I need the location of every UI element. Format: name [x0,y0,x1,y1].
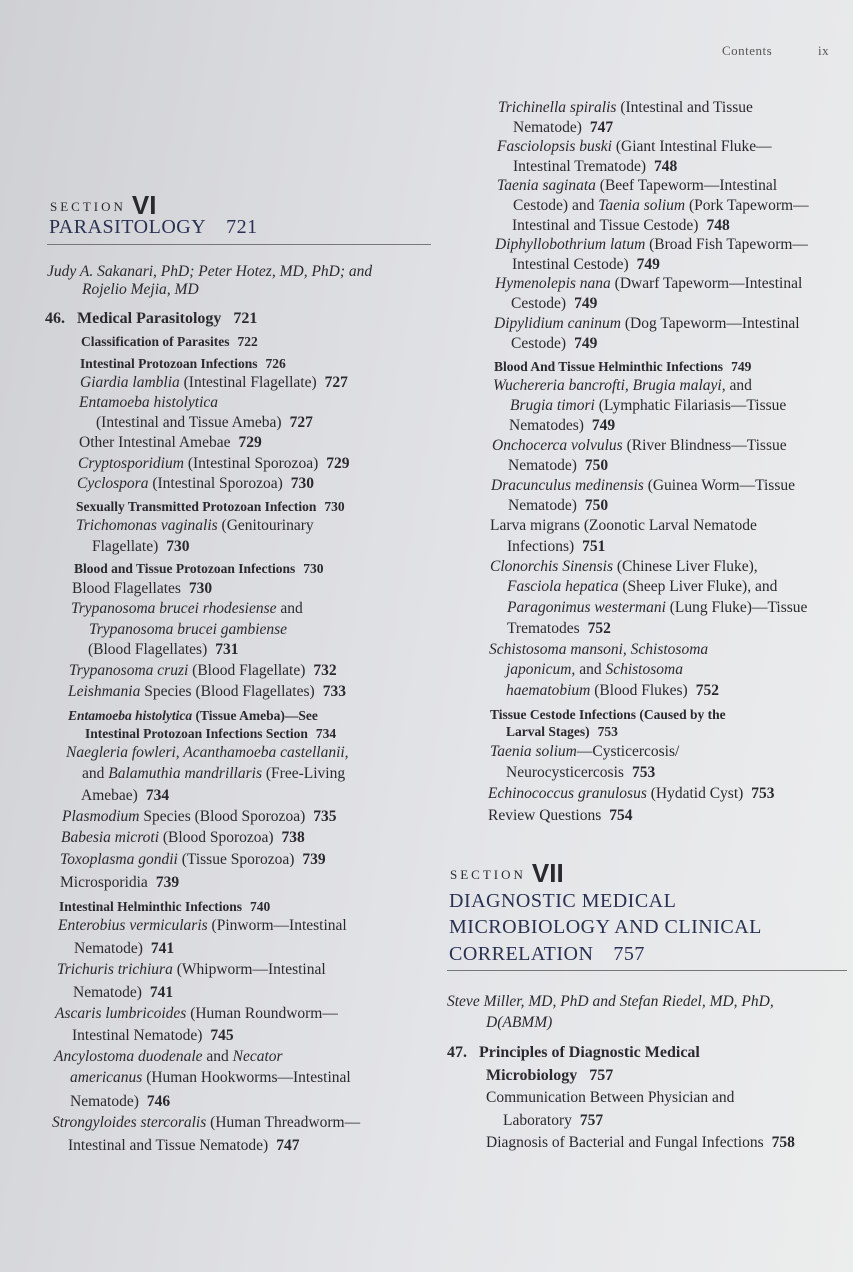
toc-entry[interactable] [507,619,611,639]
toc-entry[interactable] [486,1133,795,1153]
toc-entry-text: (Pinworm—Intestinal [207,917,347,934]
toc-entry-text: Cyclospora [77,475,149,492]
toc-page-number: 730 [303,561,324,576]
toc-entry-text: Species (Blood Flagellates) [140,683,315,700]
toc-entry-text: japonicum, [506,661,576,678]
toc-page-number: 752 [695,682,719,699]
toc-entry[interactable] [490,516,757,536]
toc-entry[interactable] [513,118,613,138]
toc-entry-text: Brugia timori [510,397,595,414]
toc-entry-text: Diagnosis of Bacterial and Fungal Infections [486,1134,764,1151]
toc-page-number: 750 [584,497,609,514]
toc-entry-text: Intestinal Trematode) [513,158,647,175]
toc-entry-text: Entamoeba histolytica [79,394,219,411]
toc-entry[interactable] [74,559,324,579]
toc-entry[interactable] [85,724,336,744]
toc-entry[interactable] [57,960,326,980]
section-7-title-line1: DIAGNOSTIC MEDICAL [449,890,677,912]
toc-entry[interactable] [68,706,318,726]
toc-entry-text: Larva migrans (Zoonotic Larval Nematode [490,517,757,534]
toc-entry[interactable] [60,850,326,870]
toc-entry-text: (Blood Flagellate) [188,662,306,679]
section-7-authors-line2: D(ABMM) [486,1014,553,1031]
toc-entry[interactable] [52,1113,360,1133]
toc-entry[interactable] [488,806,632,826]
toc-entry-text: (Intestinal and Tissue Ameba) [96,414,282,431]
toc-entry-text: (Human Roundworm— [186,1005,338,1022]
toc-entry[interactable] [70,1092,170,1112]
toc-entry[interactable] [506,722,618,742]
section-6-rule [47,244,431,245]
toc-page-number: 722 [237,334,258,349]
toc-page-number: 734 [145,787,170,804]
toc-entry[interactable] [493,376,752,396]
toc-entry[interactable] [506,660,683,680]
chapter-title: Principles of Diagnostic Medical [479,1044,700,1061]
toc-entry[interactable] [89,620,287,640]
toc-entry-text: Nematode) [508,457,577,474]
toc-entry-text: Cryptosporidium [78,455,184,472]
toc-page-number: 757 [579,1112,604,1129]
toc-entry-text: Blood And Tissue Helminthic Infections [494,359,724,374]
toc-entry-text: (Intestinal Sporozoa) [183,455,319,472]
toc-page-number: 749 [574,295,598,312]
toc-entry-text: (Whipworm—Intestinal [172,961,326,978]
toc-entry[interactable] [96,413,313,433]
toc-entry-text: (Intestinal Flagellate) [179,374,317,391]
toc-page-number: 726 [265,356,286,371]
toc-entry-text: Schistosoma mansoni, Schistosoma [489,641,709,658]
toc-entry[interactable] [82,764,345,784]
toc-entry-text: Intestinal Protozoan Infections Section [85,726,308,741]
toc-entry[interactable] [77,474,314,494]
toc-entry-text: Intestinal and Tissue Cestode) [512,217,699,234]
toc-entry[interactable] [76,497,345,517]
toc-entry-text: Other Intestinal Amebae [79,434,231,451]
section-7-title-line3 [449,943,645,966]
toc-entry[interactable] [507,598,807,618]
section-7-title-line2: MICROBIOLOGY AND CLINICAL [449,916,762,938]
toc-entry-text: Schistosoma [605,661,683,678]
toc-entry-text: Intestinal Protozoan Infections [80,356,258,371]
toc-page-number: 753 [751,785,775,802]
toc-page-number: 730 [166,538,190,555]
toc-page-number: 749 [591,417,616,434]
header-page-number: ix [817,43,830,58]
toc-entry-text: (Sheep Liver Fluke), and [618,578,778,595]
toc-entry-text: (Dog Tapeworm—Intestinal [621,315,800,332]
toc-entry-text: (Beef Tapeworm—Intestinal [595,177,778,194]
toc-entry[interactable] [494,314,800,334]
toc-entry[interactable] [508,456,608,476]
toc-entry[interactable] [490,742,679,762]
toc-entry[interactable] [69,661,337,681]
toc-entry-text: americanus [70,1069,143,1086]
toc-entry[interactable] [61,828,305,848]
chapter-title-cont: Microbiology [486,1067,578,1084]
toc-entry-text: Microsporidia [60,874,148,891]
toc-entry[interactable] [495,274,802,294]
toc-entry[interactable] [486,1088,734,1108]
chapter-47-heading[interactable] [447,1042,700,1064]
toc-entry-text: Balamuthia mandrillaris [108,765,262,782]
toc-entry-text: (Human Hookworms—Intestinal [142,1069,351,1086]
toc-entry-text: Trypanosoma brucei gambiense [89,621,288,638]
toc-entry-text: Naegleria fowleri, Acanthamoeba castellanii, [66,744,349,761]
toc-entry-text: Neurocysticercosis [506,764,624,781]
toc-entry-text: Clonorchis Sinensis [490,558,614,575]
section-6-authors-line1: Judy A. Sakanari, PhD; Peter Hotez, MD, PhD; and [47,263,373,280]
toc-entry-text: Intestinal Helminthic Infections [59,899,243,914]
toc-page-number: 753 [597,724,618,739]
section-6-title [49,216,258,239]
toc-entry[interactable] [512,216,730,236]
chapter-46-heading[interactable] [45,308,257,330]
toc-page-number: 739 [302,851,326,868]
toc-page-number: 730 [324,499,345,514]
section-number: VII [531,858,564,888]
toc-entry-text: Fasciolopsis buski [497,138,612,155]
toc-entry-text: Classification of Parasites [81,334,230,349]
toc-entry-text: Taenia saginata [497,177,596,194]
toc-entry[interactable] [66,743,349,763]
toc-entry-text: Cestode) and [513,197,599,214]
toc-entry-text: Sexually Transmitted Protozoan Infection [76,499,317,514]
toc-entry-text: (Giant Intestinal Fluke— [611,138,772,155]
section-label: SECTION [50,199,126,214]
toc-entry-text: (Blood Flagellates) [88,641,208,658]
toc-entry-text: Blood Flagellates [72,580,181,597]
toc-entry[interactable] [507,577,777,597]
toc-entry-text: Taenia solium [598,197,686,214]
toc-entry[interactable] [490,557,758,577]
toc-page-number: 748 [706,217,730,234]
toc-page-number: 735 [313,808,337,825]
toc-entry-text: (Free-Living [262,765,346,782]
toc-page-number: 730 [290,475,315,492]
toc-entry[interactable] [507,537,605,557]
toc-entry-text: Fasciola hepatica [507,578,619,595]
toc-entry-text: (Broad Fish Tapeworm— [645,236,808,253]
toc-entry-text: (Chinese Liver Fluke), [613,558,758,575]
toc-page-number: 753 [631,764,656,781]
toc-entry-text: (Pork Tapeworm— [685,197,809,214]
toc-entry[interactable] [62,807,336,827]
toc-entry-text: Nematode) [74,940,143,957]
chapter-page: 757 [589,1067,614,1084]
chapter-page: 721 [233,310,258,327]
toc-entry-text: —Cysticercosis/ [576,743,680,760]
chapter-title: Medical Parasitology [77,310,222,327]
toc-page-number: 733 [322,683,346,700]
section-number: VI [131,190,157,220]
section-page: 721 [226,216,258,238]
toc-entry[interactable] [60,873,179,893]
toc-entry[interactable] [511,294,597,314]
toc-entry-text: Taenia solium [490,743,577,760]
toc-page-number: 746 [146,1093,171,1110]
toc-entry-text: Paragonimus westermani [507,599,666,616]
toc-entry[interactable] [497,176,777,196]
toc-entry-text: Larval Stages) [506,724,590,739]
toc-entry-text: and [725,377,752,394]
toc-entry-text: (Tissue Ameba)—See [192,708,318,723]
toc-entry[interactable] [73,983,173,1003]
toc-entry[interactable] [81,332,258,352]
toc-entry[interactable] [79,393,218,413]
toc-entry[interactable] [503,1111,603,1131]
toc-entry[interactable] [55,1004,338,1024]
toc-entry-text: Nematode) [73,984,142,1001]
toc-entry-text: Intestinal Nematode) [72,1027,203,1044]
toc-page-number: 749 [574,335,598,352]
toc-entry-text: Trematodes [507,620,580,637]
toc-entry-text: Entamoeba histolytica [68,708,193,723]
toc-page-number: 747 [589,119,614,136]
toc-entry[interactable] [68,1136,299,1156]
toc-entry[interactable] [72,1026,234,1046]
toc-entry-text: Cestode) [511,335,567,352]
toc-entry-text: (Tissue Sporozoa) [177,851,295,868]
toc-entry[interactable] [80,354,286,374]
toc-entry-text: (Intestinal Sporozoa) [148,475,283,492]
toc-page-number: 740 [250,899,271,914]
toc-entry-text: Ancylostoma duodenale [54,1048,203,1065]
toc-entry-text: (Intestinal and Tissue [616,99,753,116]
toc-entry-text: Trichomonas vaginalis [76,517,218,534]
toc-entry[interactable] [513,196,809,216]
toc-entry-text: Species (Blood Sporozoa) [139,808,306,825]
chapter-number: 46. [45,310,65,327]
toc-entry-text: and [202,1048,233,1065]
toc-entry-text: Blood and Tissue Protozoan Infections [74,561,296,576]
section-title-text: PARASITOLOGY [49,216,207,238]
toc-entry-text: Nematode) [70,1093,139,1110]
toc-entry-text: Dracunculus medinensis [491,477,644,494]
toc-entry-text: Tissue Cestode Infections (Caused by the [490,707,726,722]
toc-entry-text: (River Blindness—Tissue [622,437,787,454]
toc-page-number: 727 [324,374,348,391]
toc-entry-text: Strongyloides stercoralis [52,1114,207,1131]
toc-entry[interactable] [495,235,808,255]
toc-entry-text: Trypanosoma brucei rhodesiense [71,600,277,617]
toc-entry-text: Dipylidium caninum [494,315,621,332]
toc-page-number: 729 [326,455,350,472]
toc-page-number: 751 [582,538,606,555]
toc-entry-text: and [575,661,606,678]
toc-entry-text: Ascaris lumbricoides [55,1005,187,1022]
toc-entry[interactable] [492,436,787,456]
toc-entry[interactable] [488,784,775,804]
section-7-authors-line1: Steve Miller, MD, PhD and Stefan Riedel, MD, PhD, [447,993,774,1010]
toc-entry-text: Communication Between Physician and [486,1089,735,1106]
toc-entry[interactable] [74,939,174,959]
toc-page-number: 734 [315,726,337,741]
toc-entry[interactable] [506,681,719,701]
toc-page-number: 739 [155,874,180,891]
toc-page-number: 730 [188,580,213,597]
toc-entry[interactable] [506,763,655,783]
toc-entry[interactable] [80,373,348,393]
toc-entry[interactable] [54,1047,283,1067]
toc-entry[interactable] [511,334,597,354]
running-header [722,43,829,59]
toc-entry-text: Onchocerca volvulus [492,437,623,454]
toc-page-number: 748 [654,158,678,175]
chapter-number: 47. [447,1044,467,1061]
toc-entry-text: Amebae) [81,787,138,804]
toc-entry[interactable] [92,537,190,557]
toc-entry[interactable] [489,640,708,660]
toc-page-number: 732 [313,662,337,679]
toc-entry[interactable] [509,416,615,436]
toc-entry[interactable] [59,897,270,917]
toc-entry[interactable] [71,599,303,619]
toc-entry[interactable] [498,98,753,118]
toc-page-number: 731 [215,641,239,658]
toc-entry-text: Enterobius vermicularis [58,917,208,934]
toc-entry-text: Infections) [507,538,575,555]
toc-entry[interactable] [497,137,772,157]
toc-page-number: 750 [584,457,609,474]
toc-entry-text: Flagellate) [92,538,159,555]
toc-entry[interactable] [512,255,660,275]
toc-entry[interactable] [508,496,608,516]
section-7-heading [450,858,564,889]
toc-entry-text: Plasmodium [62,808,140,825]
toc-entry-text: Nematodes) [509,417,584,434]
toc-page-number: 738 [281,829,305,846]
toc-entry-text: Trichinella spiralis [498,99,617,116]
toc-entry[interactable] [78,454,349,474]
section-page: 757 [613,943,645,965]
toc-entry-text: Leishmania [68,683,141,700]
toc-entry[interactable] [76,516,314,536]
toc-entry-text: Babesia microti [61,829,160,846]
toc-entry[interactable] [72,579,212,599]
toc-page-number: 741 [149,984,174,1001]
section-7-rule [447,970,847,971]
toc-page-number: 741 [150,940,175,957]
toc-page-number: 745 [210,1027,234,1044]
toc-entry-text: Hymenolepis nana [495,275,611,292]
section-label: SECTION [450,867,526,882]
toc-entry-text: Giardia lamblia [80,374,180,391]
toc-entry[interactable] [81,786,169,806]
section-6-authors-line2: Rojelio Mejia, MD [82,281,199,298]
toc-entry-text: (Blood Flukes) [590,682,688,699]
toc-page-number: 727 [289,414,313,431]
toc-entry-text: (Hydatid Cyst) [646,785,744,802]
toc-entry-text: Intestinal Cestode) [512,256,629,273]
toc-entry-text: and [82,765,109,782]
toc-entry-text: and [276,600,303,617]
toc-entry-text: Intestinal and Tissue Nematode) [68,1137,269,1154]
toc-entry[interactable] [68,682,346,702]
toc-entry-text: Review Questions [488,807,602,824]
toc-entry-text: Diphyllobothrium latum [495,236,646,253]
chapter-47-heading-line2 [486,1065,613,1087]
toc-page-number: 747 [276,1137,300,1154]
toc-entry-text: Necator [232,1048,283,1065]
toc-page-number: 752 [587,620,611,637]
toc-entry-text: Cestode) [511,295,567,312]
toc-entry-text: (Genitourinary [217,517,314,534]
toc-entry-text: Laboratory [503,1112,572,1129]
toc-entry-text: (Guinea Worm—Tissue [643,477,795,494]
header-section: Contents [722,43,773,58]
toc-entry-text: (Dwarf Tapeworm—Intestinal [610,275,803,292]
toc-entry[interactable] [58,916,347,936]
toc-entry-text: Echinococcus granulosus [488,785,647,802]
toc-page-number: 758 [771,1134,795,1151]
toc-entry-text: Trypanosoma cruzi [69,662,189,679]
toc-page-number: 754 [609,807,633,824]
toc-page-number: 749 [636,256,660,273]
toc-entry-text: haematobium [506,682,591,699]
toc-entry[interactable] [510,396,786,416]
toc-entry-text: (Human Threadworm— [206,1114,361,1131]
toc-entry-text: (Lymphatic Filariasis—Tissue [594,397,787,414]
toc-page-number: 729 [238,434,262,451]
toc-entry[interactable] [70,1068,351,1088]
toc-entry-text: (Blood Sporozoa) [159,829,274,846]
toc-entry-text: Wuchereria bancrofti, Brugia malayi, [493,377,726,394]
section-title-text: CORRELATION [449,943,594,965]
toc-entry[interactable] [491,476,795,496]
toc-entry[interactable] [513,157,677,177]
toc-entry-text: Nematode) [513,119,582,136]
toc-page-number: 749 [731,359,752,374]
toc-entry-text: Toxoplasma gondii [60,851,178,868]
toc-entry-text: Trichuris trichiura [57,961,173,978]
toc-entry-text: (Lung Fluke)—Tissue [665,599,808,616]
toc-entry[interactable] [88,640,239,660]
toc-entry[interactable] [79,433,262,453]
toc-entry[interactable] [494,357,751,377]
toc-entry-text: Nematode) [508,497,577,514]
